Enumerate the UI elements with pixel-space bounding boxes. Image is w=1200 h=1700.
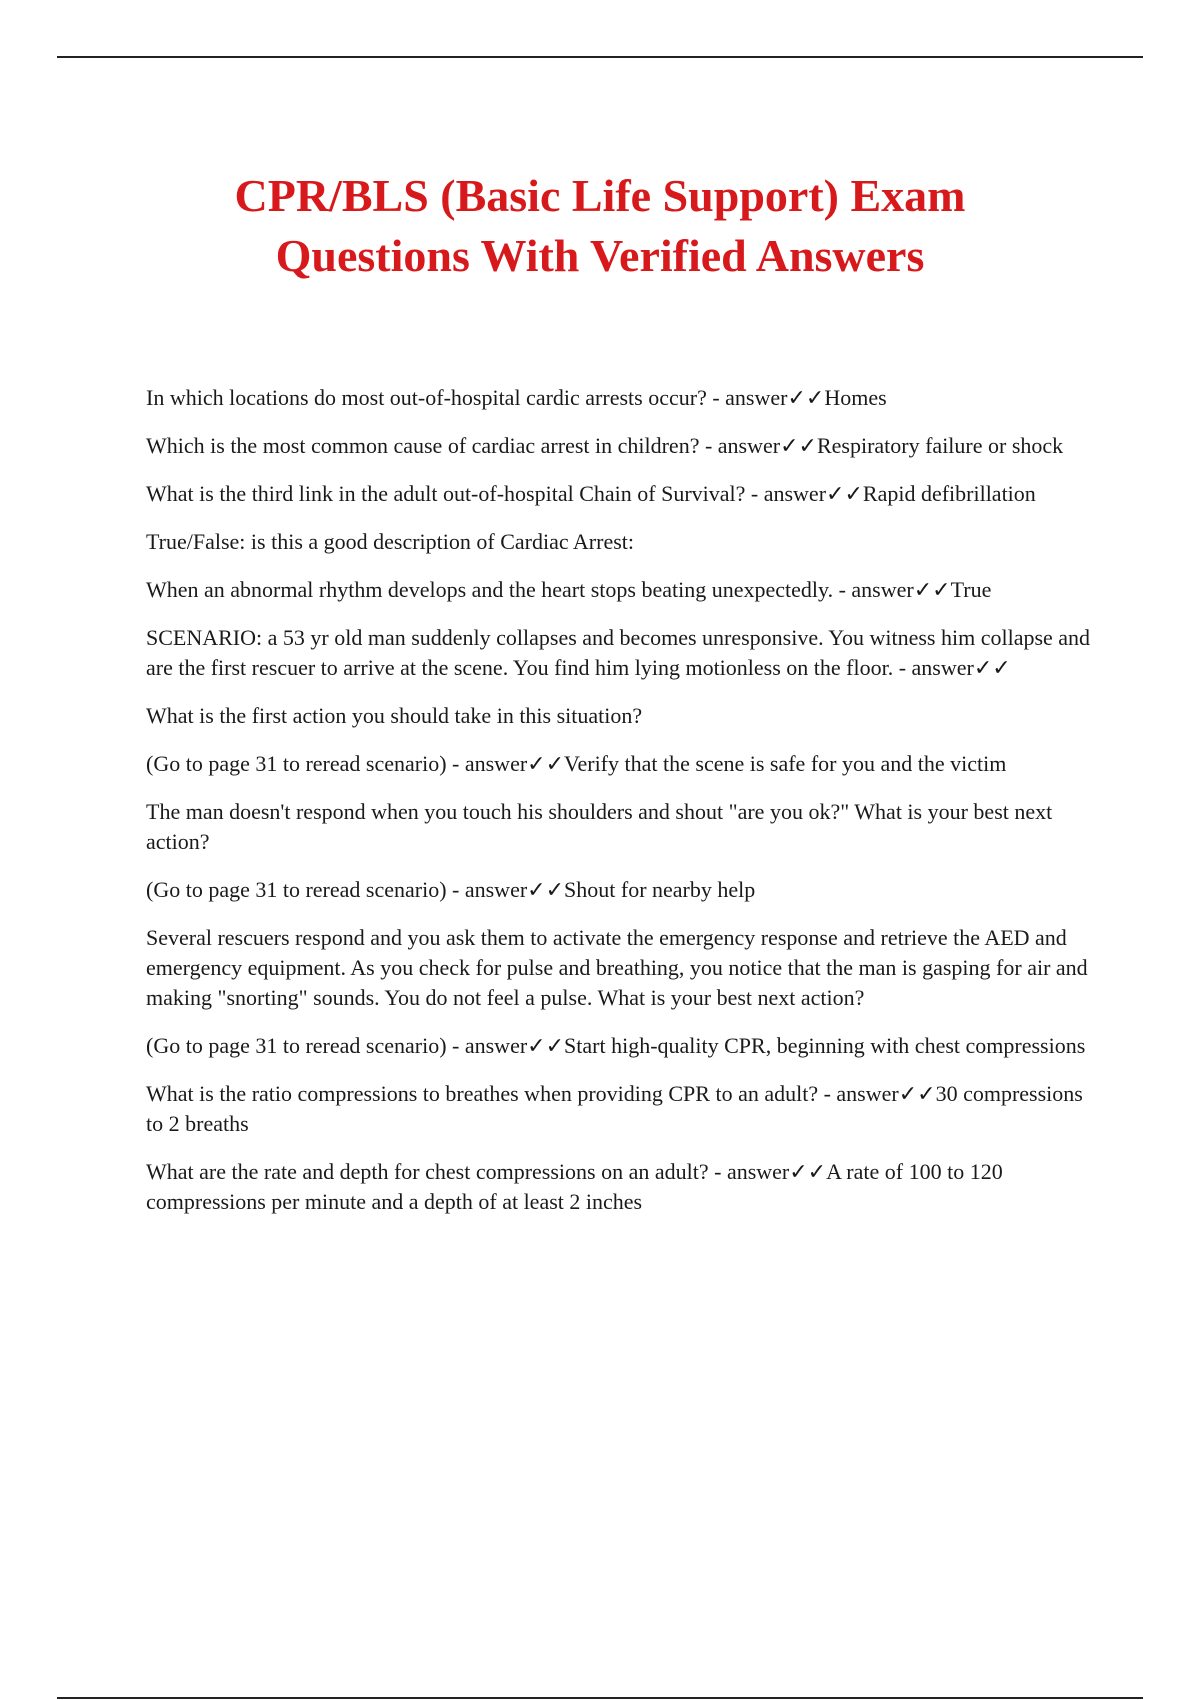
qa-paragraph: Several rescuers respond and you ask them to activate the emergency response and retrieve the AED and emergency equipment. As you check for pulse and breathing, you notice that the man is gasping for air and making "snorting" sounds. You do not feel a pulse. What is your best next action?: [146, 925, 1088, 1010]
qa-paragraph: What is the first action you should take in this situation?: [146, 703, 643, 728]
document-title: [100, 166, 1100, 286]
qa-paragraph: When an abnormal rhythm develops and the heart stops beating unexpectedly. - answer✓✓True: [146, 577, 992, 602]
qa-paragraph: (Go to page 31 to reread scenario) - answer✓✓Verify that the scene is safe for you and the victim: [146, 751, 1007, 776]
qa-paragraph: Which is the most common cause of cardiac arrest in children? - answer✓✓Respiratory failure or shock: [146, 433, 1064, 458]
qa-paragraph: What is the ratio compressions to breathes when providing CPR to an adult? - answer✓✓30 compressions to 2 breaths: [146, 1081, 1083, 1136]
qa-content: [146, 383, 1096, 1235]
document-title-line-1: CPR/BLS (Basic Life Support) Exam: [234, 170, 966, 221]
footer-rule: [57, 1697, 1143, 1699]
qa-paragraph: In which locations do most out-of-hospital cardic arrests occur? - answer✓✓Homes: [146, 385, 887, 410]
document-title-line-2: Questions With Verified Answers: [275, 230, 925, 281]
header-rule: [57, 56, 1143, 58]
qa-paragraph: What are the rate and depth for chest compressions on an adult? - answer✓✓A rate of 100 to 120 compressions per minute and a depth of at least 2 inches: [146, 1159, 1003, 1214]
qa-paragraph: SCENARIO: a 53 yr old man suddenly collapses and becomes unresponsive. You witness him collapse and are the first rescuer to arrive at the scene. You find him lying motionless on the floor. - answer✓✓: [146, 625, 1091, 680]
qa-paragraph: What is the third link in the adult out-of-hospital Chain of Survival? - answer✓✓Rapid defibrillation: [146, 481, 1036, 506]
qa-paragraph: (Go to page 31 to reread scenario) - answer✓✓Start high-quality CPR, beginning with chest compressions: [146, 1033, 1086, 1058]
qa-paragraph: (Go to page 31 to reread scenario) - answer✓✓Shout for nearby help: [146, 877, 756, 902]
qa-paragraph: True/False: is this a good description of Cardiac Arrest:: [146, 529, 635, 554]
qa-paragraph: The man doesn't respond when you touch his shoulders and shout "are you ok?" What is your best next action?: [146, 799, 1053, 854]
